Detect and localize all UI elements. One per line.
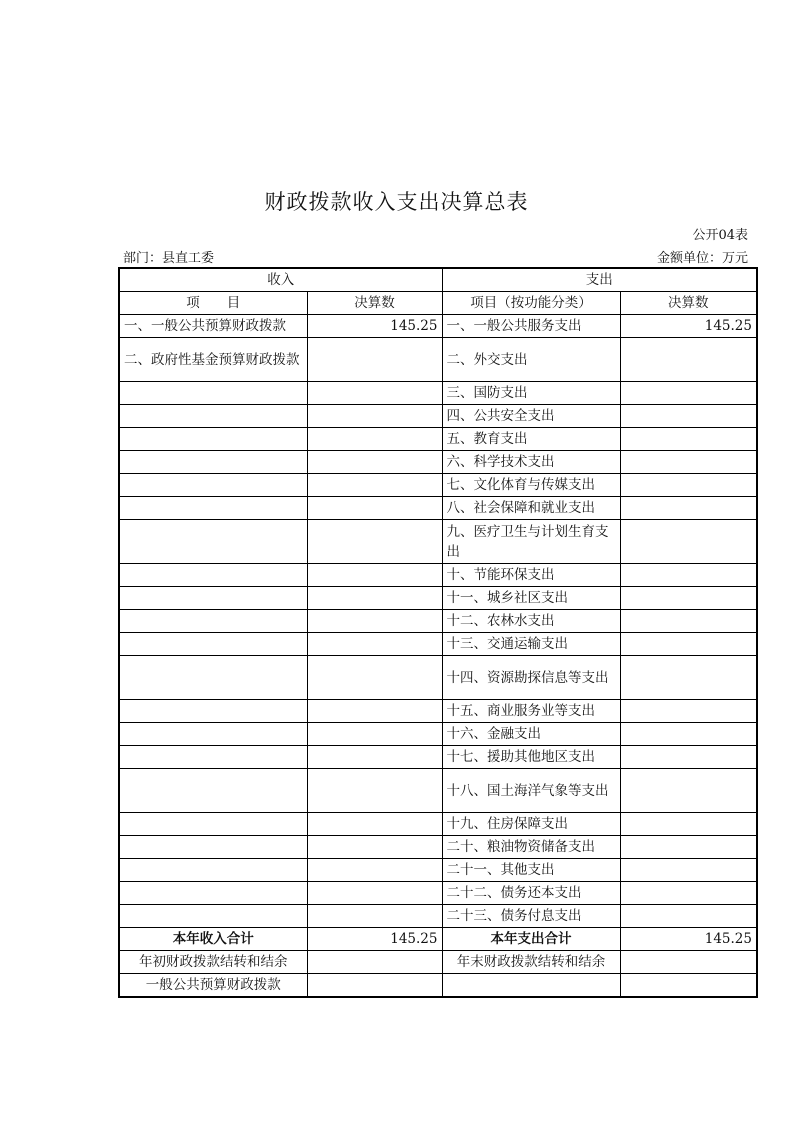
expense-amount-cell — [620, 769, 757, 813]
table-row — [119, 905, 757, 928]
expense-item-cell: 二、外交支出 — [442, 338, 620, 382]
income-amount-cell — [307, 428, 442, 451]
table-row — [119, 746, 757, 769]
begin-carryover-label: 年初财政拨款结转和结余 — [119, 951, 307, 974]
expense-item-cell: 六、科学技术支出 — [442, 451, 620, 474]
income-item-cell — [119, 656, 307, 700]
income-item-cell — [119, 428, 307, 451]
general-budget-label: 一般公共预算财政拨款 — [119, 974, 307, 998]
expense-item-cell: 二十、粮油物资储备支出 — [442, 836, 620, 859]
expense-item-cell: 十九、住房保障支出 — [442, 813, 620, 836]
income-item-cell — [119, 610, 307, 633]
expense-item-cell: 十、节能环保支出 — [442, 564, 620, 587]
income-amount-cell — [307, 474, 442, 497]
expense-amount-cell — [620, 497, 757, 520]
budget-table — [118, 267, 758, 998]
income-total-amount: 145.25 — [307, 928, 442, 951]
income-item-cell — [119, 882, 307, 905]
end-carryover-amount — [620, 951, 757, 974]
income-amount-cell — [307, 610, 442, 633]
begin-carryover-amount — [307, 951, 442, 974]
income-amount-cell — [307, 723, 442, 746]
expense-item-cell: 十五、商业服务业等支出 — [442, 700, 620, 723]
income-amount-cell — [307, 497, 442, 520]
expense-item-cell: 二十三、债务付息支出 — [442, 905, 620, 928]
expense-amount-cell — [620, 338, 757, 382]
income-amount-cell — [307, 564, 442, 587]
income-item-cell — [119, 723, 307, 746]
expense-item-cell: 三、国防支出 — [442, 382, 620, 405]
table-row — [119, 633, 757, 656]
income-item-cell — [119, 700, 307, 723]
empty-cell — [620, 974, 757, 998]
header-row-group — [119, 268, 757, 292]
table-row — [119, 587, 757, 610]
expense-item-cell: 四、公共安全支出 — [442, 405, 620, 428]
expense-amount-cell — [620, 859, 757, 882]
expense-item-cell: 十四、资源勘探信息等支出 — [442, 656, 620, 700]
income-total-label: 本年收入合计 — [119, 928, 307, 951]
table-row — [119, 769, 757, 813]
expense-total-label: 本年支出合计 — [442, 928, 620, 951]
table-row — [119, 882, 757, 905]
income-item-cell — [119, 633, 307, 656]
expense-amount-cell — [620, 382, 757, 405]
income-amount-cell — [307, 382, 442, 405]
expense-item-cell: 九、医疗卫生与计划生育支出 — [442, 520, 620, 564]
income-amount-cell — [307, 859, 442, 882]
table-row — [119, 405, 757, 428]
income-item-cell — [119, 520, 307, 564]
table-row — [119, 859, 757, 882]
income-amount-cell — [307, 905, 442, 928]
department-label: 部门：县直工委 — [123, 251, 215, 266]
expense-item-cell: 十一、城乡社区支出 — [442, 587, 620, 610]
budget-table-body — [119, 268, 757, 997]
expense-amount-cell — [620, 746, 757, 769]
income-amount-cell — [307, 836, 442, 859]
income-item-cell — [119, 405, 307, 428]
table-row — [119, 700, 757, 723]
income-header: 收入 — [119, 268, 442, 292]
income-amount-cell — [307, 700, 442, 723]
income-item-cell — [119, 564, 307, 587]
table-row — [119, 428, 757, 451]
expense-amount-cell — [620, 428, 757, 451]
income-item-cell — [119, 382, 307, 405]
income-amount-cell — [307, 520, 442, 564]
table-row — [119, 520, 757, 564]
general-budget-row — [119, 974, 757, 998]
income-item-cell: 二、政府性基金预算财政拨款 — [119, 338, 307, 382]
table-row — [119, 497, 757, 520]
expense-amount-cell — [620, 610, 757, 633]
totals-row — [119, 928, 757, 951]
table-row — [119, 474, 757, 497]
general-budget-amount — [307, 974, 442, 998]
expense-item-cell: 十三、交通运输支出 — [442, 633, 620, 656]
expense-amount-cell — [620, 451, 757, 474]
income-amount-cell — [307, 769, 442, 813]
income-item-cell — [119, 859, 307, 882]
header-row-columns — [119, 292, 757, 315]
income-item-cell: 一、一般公共预算财政拨款 — [119, 315, 307, 338]
expense-amount-cell — [620, 405, 757, 428]
expense-amount-cell — [620, 905, 757, 928]
expense-item-cell: 十七、援助其他地区支出 — [442, 746, 620, 769]
table-row — [119, 564, 757, 587]
expense-item-cell: 十六、金融支出 — [442, 723, 620, 746]
page-title: 财政拨款收入支出决算总表 — [264, 190, 529, 214]
income-item-cell — [119, 497, 307, 520]
income-amount-cell — [307, 813, 442, 836]
income-amount-cell — [307, 633, 442, 656]
form-number: 公开04表 — [692, 228, 748, 243]
empty-cell — [442, 974, 620, 998]
carryover-row — [119, 951, 757, 974]
table-row — [119, 836, 757, 859]
table-row — [119, 315, 757, 338]
income-amount-cell: 145.25 — [307, 315, 442, 338]
income-amount-cell — [307, 587, 442, 610]
income-amount-header: 决算数 — [307, 292, 442, 315]
expense-item-cell: 七、文化体育与传媒支出 — [442, 474, 620, 497]
income-item-cell — [119, 587, 307, 610]
income-amount-cell — [307, 746, 442, 769]
income-amount-cell — [307, 451, 442, 474]
income-item-cell — [119, 746, 307, 769]
expense-item-cell: 十八、国土海洋气象等支出 — [442, 769, 620, 813]
income-amount-cell — [307, 882, 442, 905]
income-amount-cell — [307, 338, 442, 382]
expense-item-cell: 二十二、债务还本支出 — [442, 882, 620, 905]
unit-label: 金额单位：万元 — [656, 251, 748, 266]
expense-amount-cell — [620, 474, 757, 497]
expense-item-cell: 五、教育支出 — [442, 428, 620, 451]
expense-amount-cell — [620, 813, 757, 836]
expense-total-amount: 145.25 — [620, 928, 757, 951]
income-item-cell — [119, 474, 307, 497]
table-row — [119, 610, 757, 633]
expense-item-cell: 二十一、其他支出 — [442, 859, 620, 882]
expense-item-cell: 一、一般公共服务支出 — [442, 315, 620, 338]
expense-amount-cell: 145.25 — [620, 315, 757, 338]
expense-header: 支出 — [442, 268, 757, 292]
income-item-header: 项 目 — [119, 292, 307, 315]
table-row — [119, 382, 757, 405]
expense-amount-cell — [620, 520, 757, 564]
table-row — [119, 451, 757, 474]
expense-amount-cell — [620, 633, 757, 656]
expense-amount-cell — [620, 656, 757, 700]
income-item-cell — [119, 813, 307, 836]
expense-item-header: 项目（按功能分类） — [442, 292, 620, 315]
income-amount-cell — [307, 405, 442, 428]
income-item-cell — [119, 905, 307, 928]
expense-item-cell: 十二、农林水支出 — [442, 610, 620, 633]
expense-amount-cell — [620, 700, 757, 723]
income-item-cell — [119, 451, 307, 474]
expense-amount-cell — [620, 587, 757, 610]
income-item-cell — [119, 836, 307, 859]
expense-amount-cell — [620, 836, 757, 859]
table-row — [119, 656, 757, 700]
end-carryover-label: 年末财政拨款结转和结余 — [442, 951, 620, 974]
expense-amount-cell — [620, 723, 757, 746]
expense-amount-cell — [620, 564, 757, 587]
table-row — [119, 338, 757, 382]
income-amount-cell — [307, 656, 442, 700]
expense-amount-cell — [620, 882, 757, 905]
table-row — [119, 723, 757, 746]
income-item-cell — [119, 769, 307, 813]
expense-item-cell: 八、社会保障和就业支出 — [442, 497, 620, 520]
expense-amount-header: 决算数 — [620, 292, 757, 315]
table-row — [119, 813, 757, 836]
